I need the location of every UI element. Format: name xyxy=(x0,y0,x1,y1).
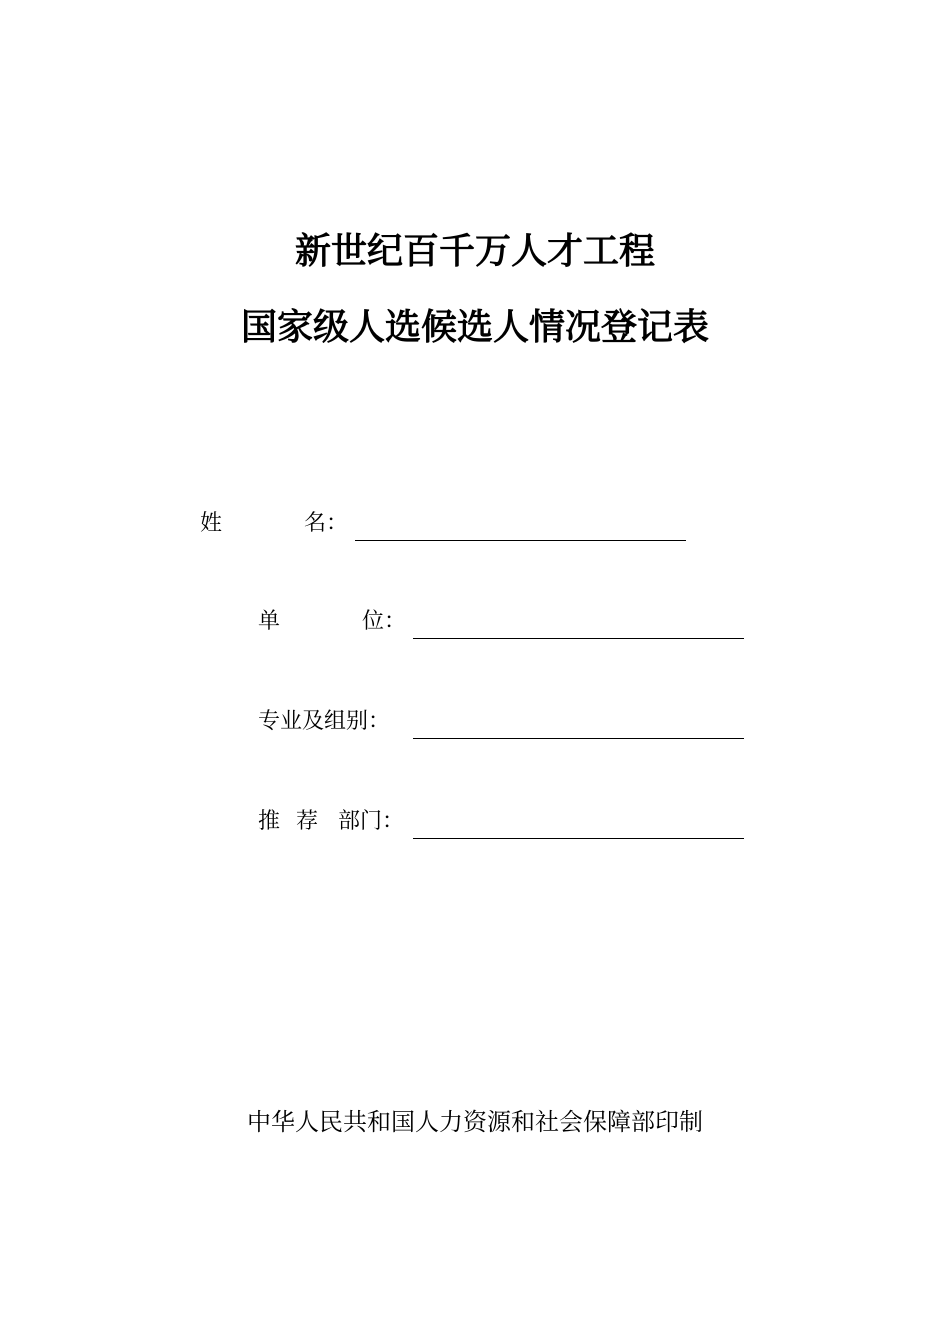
name-input-line[interactable] xyxy=(355,508,686,541)
publisher-footer: 中华人民共和国人力资源和社会保障部印制 xyxy=(247,1108,703,1136)
dept-label-part-3: 部门： xyxy=(338,809,405,834)
dept-input-line[interactable] xyxy=(413,806,744,839)
dept-label-part-1: 推 xyxy=(258,809,281,834)
unit-label-char-1: 单 xyxy=(258,609,281,634)
dept-field-row xyxy=(258,806,758,838)
dept-label-part-2: 荐 xyxy=(296,809,319,834)
major-label: 专业及组别： xyxy=(258,709,391,734)
name-label-char-1: 姓 xyxy=(200,511,223,536)
form-title-line-1: 新世纪百千万人才工程 xyxy=(294,231,655,272)
unit-input-line[interactable] xyxy=(413,606,744,639)
unit-field-row xyxy=(258,606,758,638)
form-title-line-2: 国家级人选候选人情况登记表 xyxy=(240,307,709,348)
name-label-char-2: 名： xyxy=(304,511,349,536)
major-field-row xyxy=(258,706,758,738)
unit-label-char-2: 位： xyxy=(362,609,407,634)
major-input-line[interactable] xyxy=(413,706,744,739)
name-field-row xyxy=(200,508,700,540)
